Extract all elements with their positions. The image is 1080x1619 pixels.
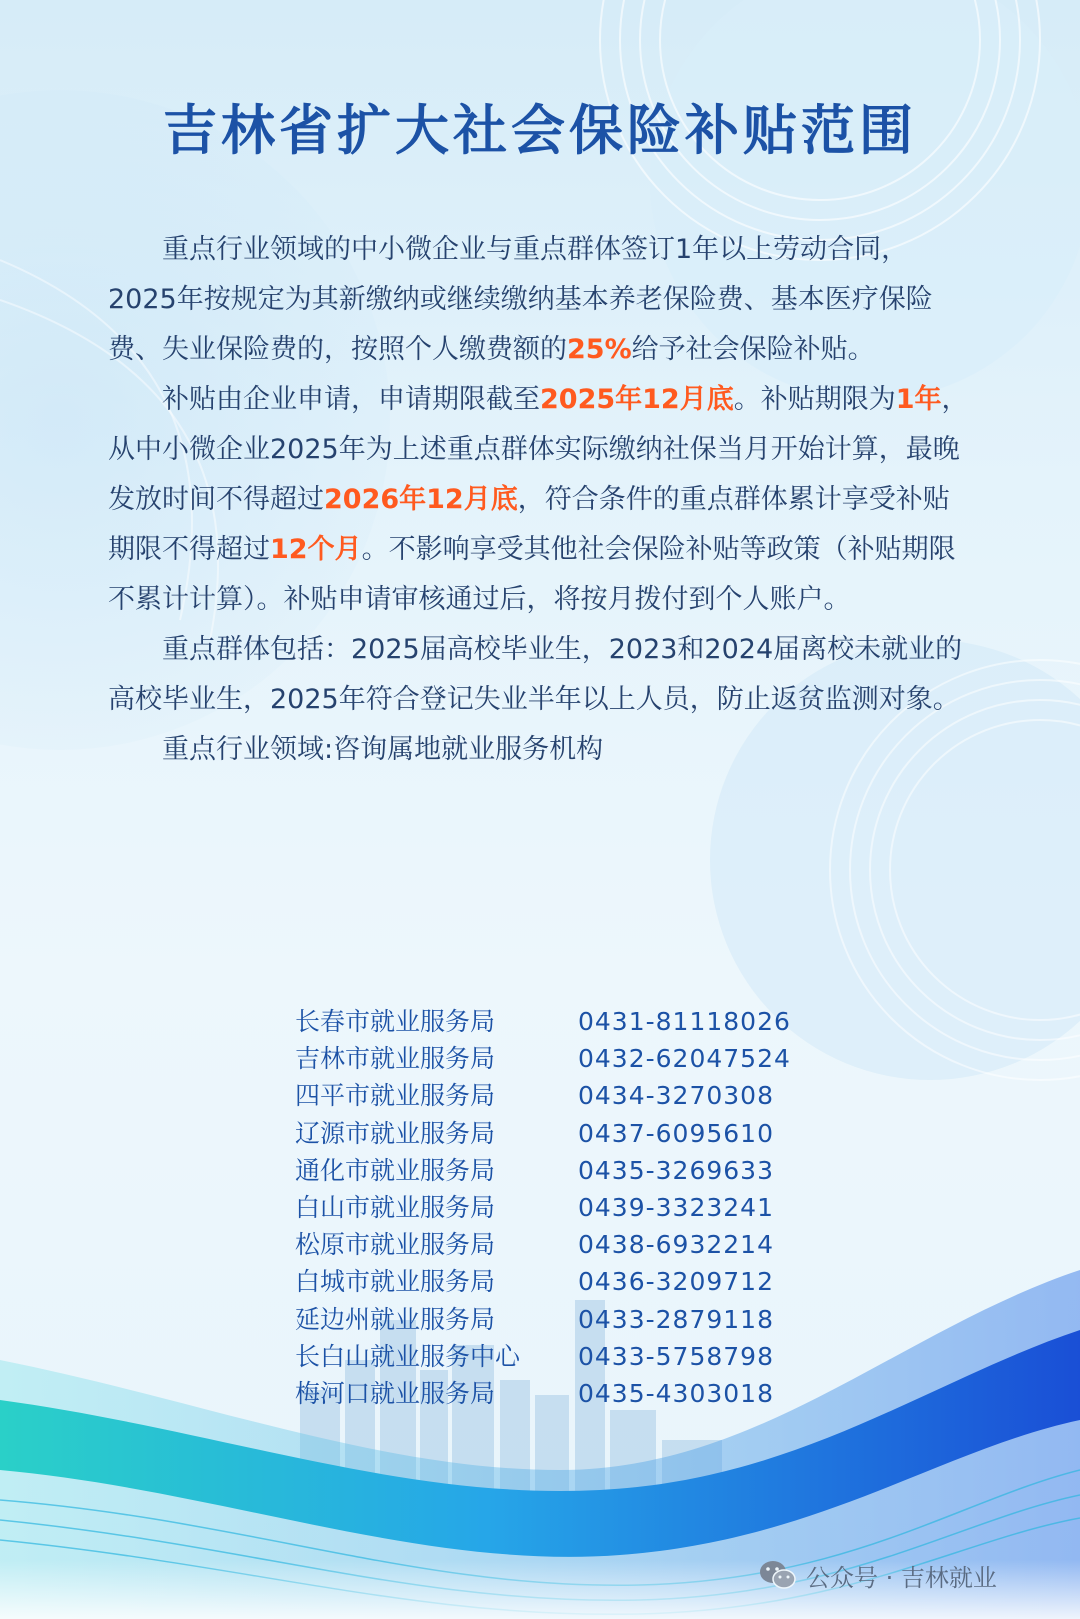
paragraph [108,625,976,725]
paragraph-text: 给予社会保险补贴。 [631,334,875,365]
page-title: 吉林省扩大社会保险补贴范围 [163,99,917,162]
contact-phone: 0436-3209712 [578,1267,774,1297]
contact-name: 长白山就业服务中心 [295,1341,521,1371]
contact-row [295,1189,815,1226]
highlight-text: 25% [567,334,632,365]
contact-name: 白山市就业服务局 [295,1192,496,1222]
paragraph-text: 。补贴期限为 [733,384,896,415]
contact-phone: 0432-62047524 [578,1044,791,1074]
contact-name: 通化市就业服务局 [295,1155,496,1185]
contact-row [295,1152,815,1189]
paragraph [108,375,976,625]
footer-text: 公众号 · 吉林就业 [806,1563,997,1592]
contact-row [295,1226,815,1263]
footer [758,1555,997,1595]
contact-phone: 0433-5758798 [578,1341,774,1371]
contact-list [295,1003,815,1412]
contact-row [295,1338,815,1375]
contact-phone: 0439-3323241 [578,1192,774,1222]
contact-row [295,1077,815,1114]
contact-phone: 0434-3270308 [578,1081,774,1111]
contact-phone: 0431-81118026 [578,1007,791,1036]
paragraph-text: 重点行业领域的中小微企业与重点群体签订1年以上劳动合同，2025年按规定为其新缴纳或继续缴纳基本养老保险费、基本医疗保险费、失业保险费的，按照个人缴费额的 [108,234,933,365]
paragraph-text: 重点行业领域:咨询属地就业服务机构 [162,734,604,765]
contact-name: 延边州就业服务局 [295,1304,496,1334]
highlight-text: 2026年12月底 [324,484,518,515]
contact-row [295,1263,815,1300]
paragraph-text: ，从中小微企业2025年为上述重点群体实际缴纳社保当月开始计算，最晚发放时间不得超过 [108,384,969,515]
contact-phone: 0435-3269633 [578,1155,774,1185]
paragraph-text: 。不影响享受其他社会保险补贴等政策（补贴期限不累计计算）。补贴申请审核通过后，将按月拨付到个人账户。 [108,534,956,615]
contact-row [295,1301,815,1338]
contact-row [295,1003,815,1040]
contact-name: 长春市就业服务局 [295,1007,496,1036]
highlight-text: 12个月 [270,534,362,565]
contact-name: 吉林市就业服务局 [295,1044,496,1074]
contact-name: 松原市就业服务局 [295,1230,496,1260]
contact-phone: 0438-6932214 [578,1230,774,1260]
contact-name: 辽源市就业服务局 [295,1118,496,1148]
contact-name: 四平市就业服务局 [295,1081,496,1111]
contact-phone: 0435-4303018 [578,1378,774,1408]
paragraph-text: 补贴由企业申请，申请期限截至 [162,384,540,415]
paragraph [108,725,976,775]
paragraph-text: ，符合条件的重点群体累计享受补贴期限不得超过 [108,484,950,565]
paragraph-text: 重点群体包括：2025届高校毕业生，2023和2024届离校未就业的高校毕业生，2025年符合登记失业半年以上人员，防止返贫监测对象。 [108,634,963,715]
contact-row [295,1115,815,1152]
contact-phone: 0437-6095610 [578,1118,774,1148]
highlight-text: 2025年12月底 [540,384,734,415]
paragraph [108,225,976,375]
contact-name: 白城市就业服务局 [295,1267,496,1297]
contact-phone: 0433-2879118 [578,1304,774,1334]
wechat-icon [758,1559,798,1591]
contact-name: 梅河口就业服务局 [295,1378,496,1408]
contact-row [295,1375,815,1412]
highlight-text: 1年 [895,384,942,415]
contact-row [295,1040,815,1077]
policy-body [108,225,976,775]
